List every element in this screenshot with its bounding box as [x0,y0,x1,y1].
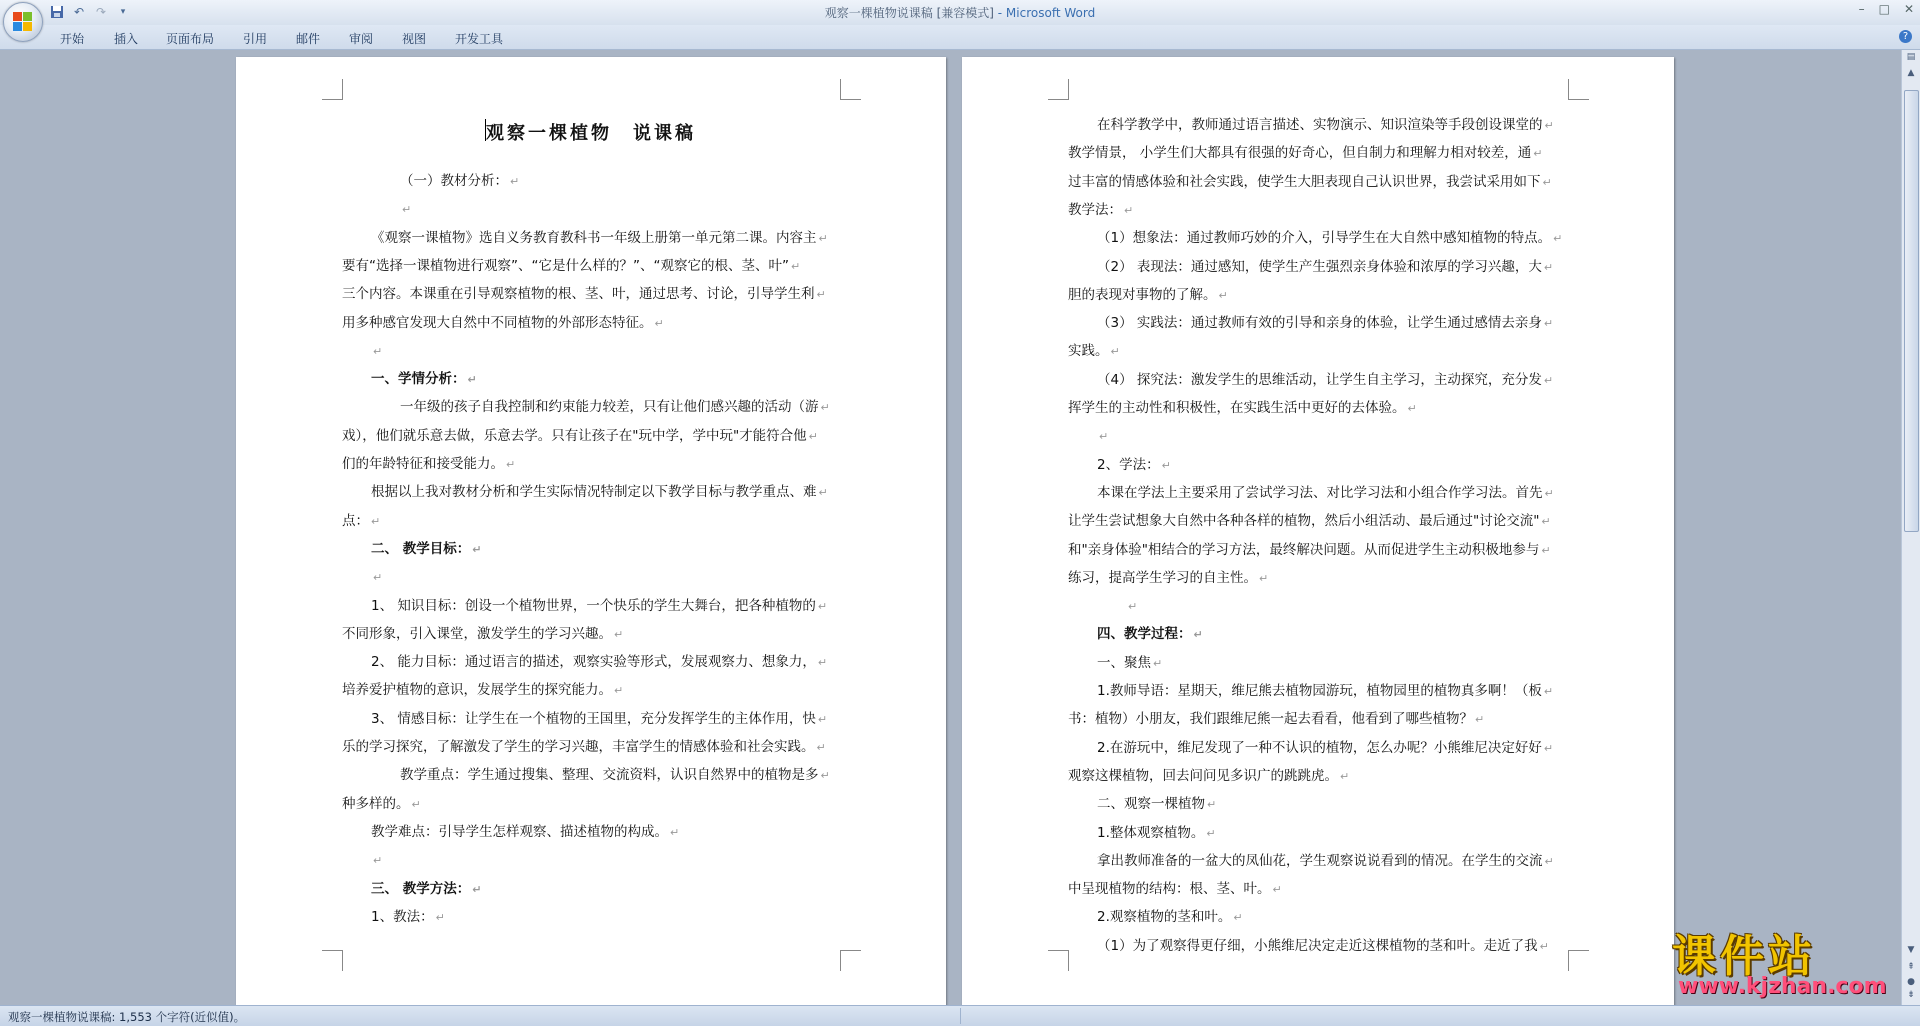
line-text: 四、教学过程： [1097,626,1192,643]
paragraph-mark-icon: ↵ [1544,854,1554,868]
help-icon[interactable]: ? [1899,30,1912,43]
paragraph-mark-icon: ↵ [1543,685,1554,698]
ruler-toggle-icon[interactable]: ▤ [1906,52,1916,62]
line-text: 三个内容。本课重在引导观察植物的根、茎、叶，通过思考、讨论，引导学生利 [342,286,815,303]
line-text: 不同形象，引入课堂，激发学生的学习兴趣。 [342,625,612,642]
line-text: 二、 教学目标： [371,540,471,557]
line-text: 《观察一课植物》选自义务教育教科书一年级上册第一单元第二课。内容主 [371,229,817,246]
document-line [1068,734,1553,763]
document-line [1068,309,1553,338]
title-bar [0,0,1920,26]
paragraph-mark-icon: ↵ [371,514,381,528]
minimize-button[interactable]: – [1858,2,1865,16]
window-title: 观察一棵植物说课稿 [兼容模式] - Microsoft Word [824,6,1096,20]
line-text: 本课在学法上主要采用了尝试学习法、对比学习法和小组合作学习法。首先 [1097,484,1543,501]
document-line [1068,875,1282,904]
undo-icon[interactable]: ↶ [73,5,85,19]
line-text: 们的年龄特征和接受能力。 [342,456,504,472]
paragraph-mark-icon: ↵ [614,684,624,698]
document-line [342,309,664,338]
paragraph-mark-icon: ↵ [670,825,680,839]
document-line [342,733,826,762]
line-text: 1.教师导语：星期天，维尼熊去植物园游玩，植物园里的植物真多啊！（板 [1097,683,1542,699]
paragraph-mark-icon: ↵ [808,429,818,443]
previous-page-icon[interactable]: ⇞ [1907,962,1915,972]
line-text: 三、 教学方法： [371,880,471,897]
paragraph-mark-icon: ↵ [817,656,828,670]
paragraph-mark-icon: ↵ [1543,317,1554,331]
document-line [342,846,382,875]
document-line [342,450,515,479]
document-line [342,875,481,904]
document-line [1068,139,1543,168]
document-line [342,790,421,819]
document-line [1068,507,1551,536]
line-text: 胆的表现对事物的了解。 [1068,286,1217,303]
line-text: 挥学生的主动性和积极性，在实践生活中更好的去体验。 [1068,400,1406,416]
line-text: 一、聚焦 [1097,654,1151,671]
paragraph-mark-icon: ↵ [1541,543,1551,557]
paragraph-mark-icon: ↵ [1099,430,1109,444]
line-text: 用多种感官发现大自然中不同植物的外部形态特征。 [342,314,653,331]
document-line [342,903,445,932]
paragraph-mark-icon: ↵ [818,231,828,245]
scroll-up-icon[interactable]: ▲ [1907,68,1915,78]
tab-review[interactable]: 审阅 [349,32,374,46]
line-text: 2.在游玩中，维尼发现了一种不认识的植物，怎么办呢？小熊维尼决定好好 [1097,739,1542,756]
line-text: 点： [342,512,369,529]
maximize-button[interactable]: □ [1878,2,1890,16]
paragraph-mark-icon: ↵ [467,373,477,387]
line-text: 让学生尝试想象大自然中各种各样的植物，然后小组活动、最后通过"讨论交流" [1068,513,1540,530]
document-line [1068,932,1549,961]
document-line [342,252,800,281]
paragraph-mark-icon: ↵ [510,175,520,188]
document-line [1068,677,1553,706]
next-page-icon[interactable]: ⇟ [1907,990,1915,1000]
document-line [1068,394,1417,423]
paragraph-mark-icon: ↵ [373,571,383,585]
paragraph-mark-icon: ↵ [1543,373,1554,387]
line-text: （2） 表现法：通过感知，使学生产生强烈亲身体验和浓厚的学习兴趣，大 [1097,258,1542,275]
line-text: 观察这棵植物，回去问问见多识广的跳跳虎。 [1068,767,1338,784]
paragraph-mark-icon: ↵ [373,344,383,358]
close-button[interactable]: ✕ [1903,2,1914,16]
ribbon-tabs [0,25,1920,50]
paragraph-mark-icon: ↵ [790,259,801,273]
document-line [1068,592,1137,621]
tab-page-layout[interactable]: 页面布局 [166,32,215,46]
paragraph-mark-icon: ↵ [1128,600,1138,614]
paragraph-mark-icon: ↵ [402,203,412,217]
line-text: 戏），他们就乐意去做，乐意去学。只有让孩子在"玩中学，学中玩"才能符合他 [342,427,807,444]
watermark-brand: 课件站 [1672,931,1816,982]
paragraph-mark-icon: ↵ [816,288,826,302]
document-line [1068,111,1554,140]
line-text: 1、教法： [371,908,434,925]
redo-icon[interactable]: ↷ [95,5,107,19]
paragraph-mark-icon: ↵ [1207,798,1217,812]
document-page-1[interactable] [236,57,946,1005]
paragraph-mark-icon: ↵ [1193,628,1203,642]
tab-insert[interactable]: 插入 [114,32,139,46]
document-line [1068,903,1243,932]
line-text: （1）为了观察得更仔细，小熊维尼决定走近这棵植物的茎和叶。走近了我 [1097,937,1538,954]
paragraph-mark-icon: ↵ [435,910,445,924]
customize-qat-icon[interactable]: ▾ [120,7,126,17]
document-line [1068,366,1553,395]
vertical-scrollbar[interactable] [1901,50,1920,1005]
office-button[interactable] [3,2,43,42]
line-text: 1.整体观察植物。 [1097,824,1205,841]
document-line [342,195,411,224]
document-line [342,478,828,507]
select-browse-object-icon[interactable]: ● [1907,977,1915,987]
paragraph-mark-icon: ↵ [1206,826,1216,840]
document-line [342,167,519,196]
paragraph-mark-icon: ↵ [817,712,828,726]
office-logo-icon [13,12,33,32]
paragraph-mark-icon: ↵ [1218,288,1228,302]
document-line [1068,536,1551,565]
document-line [1068,451,1171,480]
paragraph-mark-icon: ↵ [816,741,826,754]
line-text: 实践。 [1068,343,1109,360]
paragraph-mark-icon: ↵ [1544,119,1554,132]
line-text: 过丰富的情感体验和社会实践，使学生大胆表现自己认识世界，我尝试采用如下 [1068,173,1541,190]
document-line [1068,847,1554,876]
tab-view[interactable]: 视图 [402,32,427,46]
paragraph-mark-icon: ↵ [1259,571,1269,585]
document-title: 观察一棵植物 说课稿 [486,123,696,144]
document-line [1068,705,1484,734]
paragraph-mark-icon: ↵ [820,769,830,783]
status-divider [960,1008,961,1024]
document-line [342,507,380,536]
line-text: 教学情景， 小学生们大都具有很强的好奇心，但自制力和理解力相对较差，通 [1068,145,1532,162]
margin-corner [322,950,343,971]
paragraph-mark-icon: ↵ [654,316,664,330]
line-text: 二、观察一棵植物 [1097,796,1205,813]
paragraph-mark-icon: ↵ [1533,147,1543,161]
tab-home[interactable]: 开始 [60,32,85,46]
margin-corner [1048,79,1069,100]
document-line [342,337,382,366]
paragraph-mark-icon: ↵ [1542,175,1552,189]
line-text: 乐的学习探究，了解激发了学生的学习兴趣，丰富学生的情感体验和社会实践。 [342,739,815,755]
paragraph-mark-icon: ↵ [1272,883,1282,897]
line-text: 2、学法： [1097,456,1160,473]
line-text: （1）想象法：通过教师巧妙的介入，引导学生在大自然中感知植物的特点。 [1097,230,1552,247]
paragraph-mark-icon: ↵ [1539,939,1549,953]
line-text: 练习，提高学生学习的自主性。 [1068,569,1257,586]
margin-corner [840,79,861,100]
line-text: 教学法： [1068,201,1122,218]
paragraph-mark-icon: ↵ [1544,486,1554,500]
document-area [0,50,1902,1005]
document-line [342,280,826,309]
status-bar [0,1005,1920,1026]
tab-references[interactable]: 引用 [243,32,268,46]
paragraph-mark-icon: ↵ [1553,232,1563,246]
line-text: 中呈现植物的结构：根、茎、叶。 [1068,881,1271,898]
line-text: 一、学情分析： [371,371,466,388]
status-text: 观察一棵植物说课稿: 1,553 个字符(近似值)。 [8,1010,246,1024]
line-text: 教学难点：引导学生怎样观察、描述植物的构成。 [371,823,668,840]
document-line [1068,762,1349,791]
margin-corner [840,950,861,971]
window-controls [1859,2,1914,16]
margin-corner [1568,79,1589,100]
document-line [1068,790,1216,819]
scrollbar-thumb[interactable] [1904,90,1919,532]
document-line [342,705,827,734]
line-text: 拿出教师准备的一盆大的凤仙花，学生观察说说看到的情况。在学生的交流 [1097,852,1543,869]
line-text: （3） 实践法：通过教师有效的引导和亲身的体验，让学生通过感情去亲身 [1097,315,1542,332]
line-text: 一年级的孩子自我控制和约束能力较差，只有让他们感兴趣的活动（游 [400,399,819,416]
document-line [342,224,828,253]
line-text: （4） 探究法：激发学生的思维活动，让学生自主学习，主动探究，充分发 [1097,371,1542,388]
paragraph-mark-icon: ↵ [1340,769,1350,783]
paragraph-mark-icon: ↵ [820,401,830,415]
document-page-2[interactable] [962,57,1674,1005]
document-line [342,761,830,790]
document-line [1068,168,1552,197]
watermark-logo [1660,920,1902,1004]
paragraph-mark-icon: ↵ [818,486,828,500]
paragraph-mark-icon: ↵ [1543,260,1554,274]
line-text: （一）教材分析： [400,173,508,189]
line-text: 种多样的。 [342,795,410,812]
document-line [342,535,481,564]
line-text: 2.观察植物的茎和叶。 [1097,909,1232,926]
margin-corner [1048,950,1069,971]
paragraph-mark-icon: ↵ [472,882,482,896]
line-text: 2、 能力目标：通过语言的描述，观察实验等形式，发展观察力、想象力， [371,654,816,671]
paragraph-mark-icon: ↵ [1407,402,1417,415]
document-line [1068,281,1228,310]
line-text: 和"亲身体验"相结合的学习方法，最终解决问题。从而促进学生主动积极地参与 [1068,541,1540,558]
document-line [342,365,477,394]
watermark-url: www.kjzhan.com [1678,974,1887,999]
paragraph-mark-icon: ↵ [1541,515,1551,529]
document-line [342,648,827,677]
margin-corner [1568,950,1589,971]
line-text: 根据以上我对教材分析和学生实际情况特制定以下教学目标与教学重点、难 [371,484,817,501]
document-line [1068,649,1162,678]
document-line [1068,422,1108,451]
document-line [342,393,830,422]
paragraph-mark-icon: ↵ [472,542,482,556]
line-text: 3、 情感目标：让学生在一个植物的王国里，充分发挥学生的主体作用，快 [371,710,816,727]
paragraph-mark-icon: ↵ [1110,345,1120,359]
document-line [1068,479,1554,508]
document-line [1068,224,1562,253]
paragraph-mark-icon: ↵ [817,599,828,613]
document-line [342,818,679,847]
line-text: 要有“选择一课植物进行观察”、“它是什么样的？”、“观察它的根、茎、叶” [342,257,789,274]
document-line [1068,337,1120,366]
document-line [1068,620,1203,649]
document-line [342,422,818,451]
paragraph-mark-icon: ↵ [1161,458,1171,472]
line-text: 1、 知识目标：创设一个植物世界，一个快乐的学生大舞台，把各种植物的 [371,597,816,614]
document-line [342,592,827,621]
paragraph-mark-icon: ↵ [1475,713,1485,727]
line-text: 书：植物）小朋友，我们跟维尼熊一起去看看，他看到了哪些植物？ [1068,711,1473,728]
document-line [1068,196,1133,225]
document-line [342,563,382,592]
margin-corner [322,79,343,100]
line-text: 在科学教学中，教师通过语言描述、实物演示、知识渲染等手段创设课堂的 [1097,117,1543,133]
paragraph-mark-icon: ↵ [373,854,383,868]
tab-mailings[interactable]: 邮件 [296,32,321,46]
paragraph-mark-icon: ↵ [1543,741,1554,755]
scroll-down-icon[interactable]: ▼ [1907,945,1915,955]
document-line [1068,564,1268,593]
line-text: 教学重点：学生通过搜集、整理、交流资料，认识自然界中的植物是多 [400,767,819,784]
paragraph-mark-icon: ↵ [1124,203,1134,217]
paragraph-mark-icon: ↵ [506,458,516,471]
paragraph-mark-icon: ↵ [411,797,421,811]
paragraph-mark-icon: ↵ [1153,656,1163,670]
paragraph-mark-icon: ↵ [1233,911,1243,925]
document-line [1068,253,1553,282]
paragraph-mark-icon: ↵ [614,627,624,641]
document-line [342,620,623,649]
tab-developer[interactable]: 开发工具 [455,32,504,46]
line-text: 培养爱护植物的意识，发展学生的探究能力。 [342,682,612,699]
document-line [342,676,623,705]
document-line [1068,819,1216,848]
